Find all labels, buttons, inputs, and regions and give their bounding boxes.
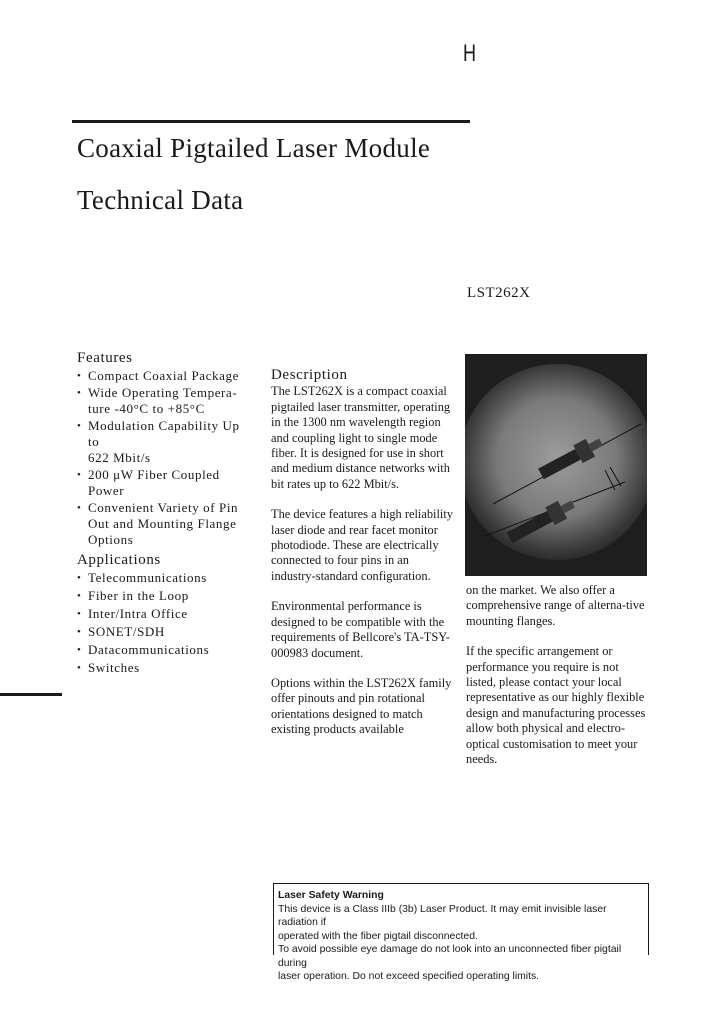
description-paragraph: The device features a high reliability laser diode and rear facet monitor photodiode. These are electrically connected to four pins in an industry-standard configuration. xyxy=(271,507,453,583)
company-logo: H xyxy=(463,40,477,67)
warning-line: This device is a Class IIIb (3b) Laser Product. It may emit invisible laser radiation if xyxy=(278,903,607,928)
applications-section xyxy=(77,552,253,678)
side-rule xyxy=(0,693,62,696)
description-paragraph: on the market. We also offer a comprehensive range of alterna-tive mounting flanges. xyxy=(466,583,645,628)
applications-heading: Applications xyxy=(77,552,161,568)
warning-line: To avoid possible eye damage do not look into an unconnected fiber pigtail during xyxy=(278,944,622,969)
application-item: • SONET/SDH xyxy=(77,624,253,640)
warning-line: laser operation. Do not exceed specified operating limits. xyxy=(278,971,540,982)
top-rule xyxy=(72,120,470,123)
features-section xyxy=(77,350,253,549)
features-list xyxy=(77,368,253,548)
product-photo xyxy=(465,354,647,576)
features-heading: Features xyxy=(77,350,133,366)
description-paragraph: If the specific arrangement or performance you require is not listed, please contact your local representative as our highly flexible design and manufacturing processes allow both physical and electro-optical customisation to meet your needs. xyxy=(466,644,646,767)
description-section xyxy=(271,368,455,753)
feature-item: • Compact Coaxial Package xyxy=(77,368,253,384)
description-heading: Description xyxy=(271,367,348,383)
laser-safety-warning xyxy=(273,883,649,982)
feature-item: • Wide Operating Tempera- ture -40°C to +85°C xyxy=(77,385,253,417)
application-item: • Inter/Intra Office xyxy=(77,606,253,622)
laser-module-image xyxy=(465,354,647,576)
warning-title: Laser Safety Warning xyxy=(278,890,384,901)
description-paragraph: Options within the LST262X family offer pinouts and pin rotational orientations designed to match existing products available xyxy=(271,675,452,737)
applications-list xyxy=(77,570,253,676)
feature-item: • Convenient Variety of Pin Out and Mounting Flange Options xyxy=(77,500,253,548)
description-paragraph: The LST262X is a compact coaxial pigtailed laser transmitter, operating in the 1300 nm wavelength region and coupling light to single mode fiber. It is designed for use in short and medium distance networks with bit rates up to 622 Mbit/s. xyxy=(271,384,451,491)
feature-item: • Modulation Capability Up to 622 Mbit/s xyxy=(77,418,253,466)
warning-line: operated with the fiber pigtail disconnected. xyxy=(278,930,478,942)
description-paragraph: Environmental performance is designed to be compatible with the requirements of Bellcore's TA-TSY-000983 document. xyxy=(271,599,450,660)
description-continued xyxy=(466,583,650,782)
application-item: • Switches xyxy=(77,660,253,676)
application-item: • Telecommunications xyxy=(77,570,253,586)
application-item: • Datacommunications xyxy=(77,642,253,658)
part-number: LST262X xyxy=(467,285,531,301)
application-item: • Fiber in the Loop xyxy=(77,588,253,604)
feature-item: • 200 μW Fiber Coupled Power xyxy=(77,467,253,499)
page-subtitle: Technical Data xyxy=(77,185,244,215)
page-title: Coaxial Pigtailed Laser Module xyxy=(77,133,431,163)
